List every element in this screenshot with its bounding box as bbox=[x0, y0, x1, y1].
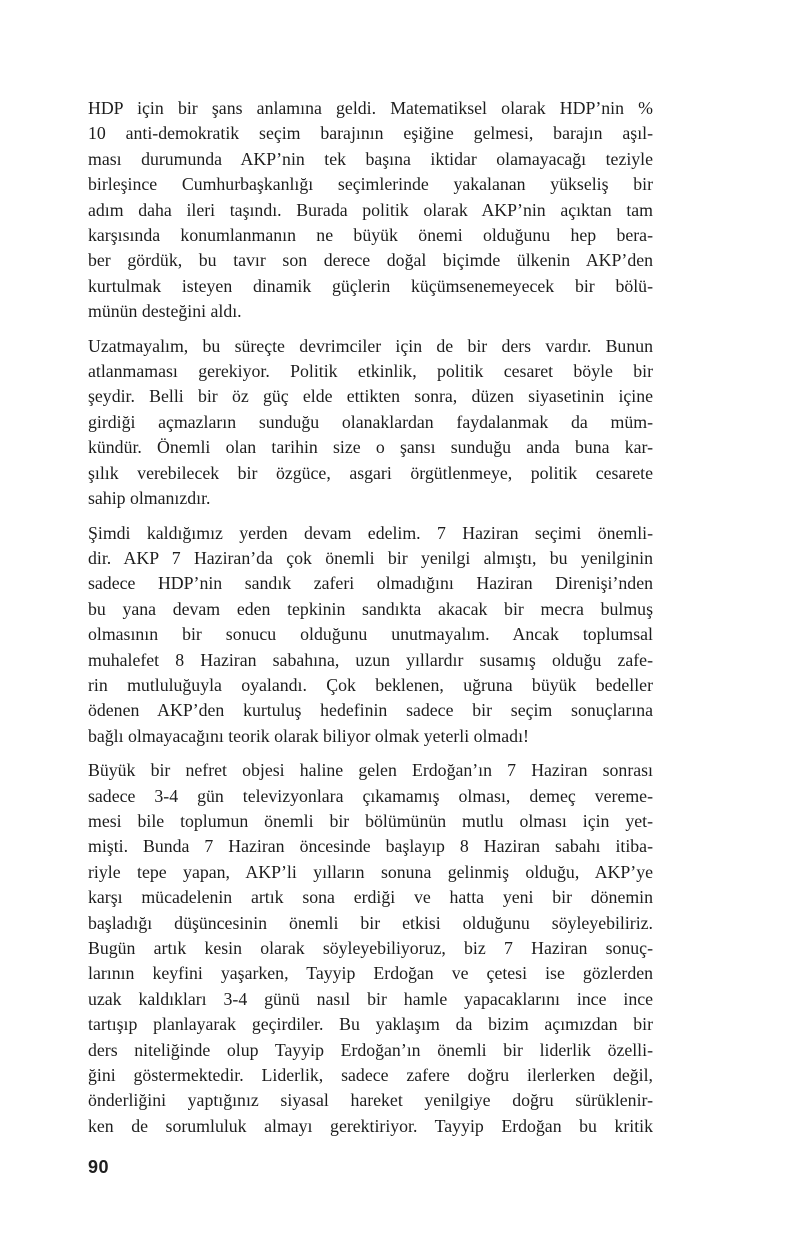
text-line: Büyük bir nefret objesi haline gelen Erdoğan’ın 7 Haziran sonrası bbox=[88, 760, 653, 781]
text-line: rin mutluluğuyla oyalandı. Çok beklenen, uğruna büyük bedeller bbox=[88, 674, 653, 695]
text-line: adım daha ileri taşındı. Burada politik olarak AKP’nin açıktan tam bbox=[88, 199, 653, 220]
text-line: ders niteliğinde olup Tayyip Erdoğan’ın önemli bir liderlik özelli- bbox=[88, 1039, 653, 1060]
text-line: bu yana devam eden tepkinin sandıkta akacak bir mecra bulmuş bbox=[88, 598, 653, 619]
text-line: mesi bile toplumun önemli bir bölümünün mutlu olması için yet- bbox=[88, 810, 653, 831]
text-line: karşı mücadelenin artık sona erdiği ve hatta yeni bir dönemin bbox=[88, 887, 653, 908]
paragraph bbox=[88, 334, 653, 512]
paragraph bbox=[88, 521, 653, 750]
text-line: Bugün artık kesin olarak söyleyebiliyoruz, biz 7 Haziran sonuç- bbox=[88, 938, 653, 958]
text-line: tartışıp planlayarak geçirdiler. Bu yaklaşım da bizim açımızdan bir bbox=[88, 1014, 653, 1035]
text-line: riyle tepe yapan, AKP’li yılların sonuna gelinmiş olduğu, AKP’ye bbox=[88, 861, 653, 882]
text-line: başladığı düşüncesinin önemli bir etkisi olduğunu söyleyebiliriz. bbox=[88, 912, 653, 933]
text-line: münün desteğini aldı. bbox=[88, 301, 242, 322]
text-line: Şimdi kaldığımız yerden devam edelim. 7 Haziran seçimi önemli- bbox=[88, 522, 653, 543]
text-line: sahip olmanızdır. bbox=[88, 488, 211, 509]
page-body-text bbox=[88, 96, 653, 1139]
paragraph bbox=[88, 758, 653, 1139]
text-line: HDP için bir şans anlamına geldi. Matematiksel olarak HDP’nin % bbox=[88, 98, 653, 118]
text-line: sadece HDP’nin sandık zaferi olmadığını Haziran Direnişi’nden bbox=[88, 573, 653, 594]
text-line: larının keyfini yaşarken, Tayyip Erdoğan ve çetesi ise gözlerden bbox=[88, 963, 653, 984]
text-line: şılık verebilecek bir özgüce, asgari örgütlenmeye, politik cesarete bbox=[88, 462, 653, 483]
text-line: uzak kaldıkları 3-4 günü nasıl bir hamle yapacaklarını ince ince bbox=[88, 988, 653, 1009]
text-line: 10 anti-demokratik seçim barajının eşiğine gelmesi, barajın aşıl- bbox=[88, 123, 653, 144]
text-line: sadece 3-4 gün televizyonlara çıkamamış olması, demeç vereme- bbox=[88, 785, 653, 806]
text-line: muhalefet 8 Haziran sabahına, uzun yıllardır susamış olduğu zafe- bbox=[88, 649, 653, 670]
text-line: önderliğini yaptığınız siyasal hareket yenilgiye doğru sürüklenir- bbox=[88, 1090, 653, 1111]
text-line: kündür. Önemli olan tarihin size o şansı sunduğu anda buna kar- bbox=[88, 437, 653, 458]
text-line: ğini göstermektedir. Liderlik, sadece zafere doğru ilerlerken değil, bbox=[88, 1065, 653, 1086]
text-line: olmasının bir sonucu olduğunu unutmayalım. Ancak toplumsal bbox=[88, 624, 653, 645]
text-line: Uzatmayalım, bu süreçte devrimciler için de bir ders vardır. Bunun bbox=[88, 335, 653, 356]
text-line: mişti. Bunda 7 Haziran öncesinde başlayıp 8 Haziran sabahı itiba- bbox=[88, 836, 653, 857]
page-number: 90 bbox=[88, 1157, 110, 1177]
text-line: kurtulmak isteyen dinamik güçlerin küçümsenemeyecek bir bölü- bbox=[88, 275, 653, 296]
text-line: atlanmaması gerekiyor. Politik etkinlik, politik cesaret böyle bir bbox=[88, 361, 653, 382]
text-line: karşısında konumlanmanın ne büyük önemi olduğunu hep bera- bbox=[88, 225, 653, 246]
text-line: dir. AKP 7 Haziran’da çok önemli bir yenilgi almıştı, bu yenilginin bbox=[88, 547, 653, 568]
text-line: bağlı olmayacağını teorik olarak biliyor olmak yeterli olmadı! bbox=[88, 725, 529, 746]
text-line: ken de sorumluluk almayı gerektiriyor. Tayyip Erdoğan bu kritik bbox=[88, 1115, 653, 1136]
text-line: ması durumunda AKP’nin tek başına iktidar olamayacağı teziyle bbox=[88, 148, 653, 169]
text-line: ber gördük, bu tavır son derece doğal biçimde ülkenin AKP’den bbox=[88, 250, 653, 271]
paragraph bbox=[88, 96, 653, 325]
text-line: girdiği açmazların sunduğu olanaklardan faydalanmak da müm- bbox=[88, 411, 653, 432]
text-line: şeydir. Belli bir öz güç elde ettikten sonra, düzen siyasetinin içine bbox=[88, 386, 653, 407]
text-line: birleşince Cumhurbaşkanlığı seçimlerinde yakalanan yükseliş bir bbox=[88, 174, 653, 195]
text-line: ödenen AKP’den kurtuluş hedefinin sadece bir seçim sonuçlarına bbox=[88, 700, 653, 721]
